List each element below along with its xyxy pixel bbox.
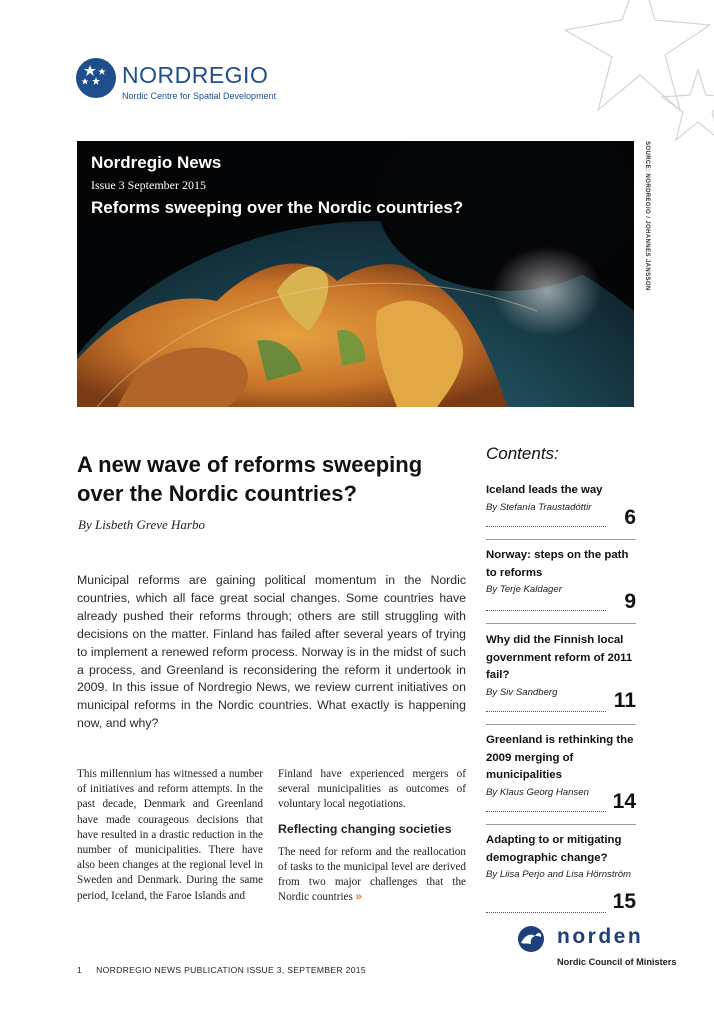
- article-column-2: [278, 767, 466, 906]
- toc-item[interactable]: Norway: steps on the path to reforms By Terje Kaldager 9: [486, 549, 636, 613]
- section-subheading: Reflecting changing societies: [278, 821, 452, 836]
- footer-text: NORDREGIO NEWS PUBLICATION ISSUE 3, SEPTEMBER 2015: [96, 965, 366, 975]
- column-2-paragraph-1: Finland have experienced mergers of several municipalities as outcomes of voluntary local negotiations.: [278, 768, 466, 811]
- article-headline: A new wave of reforms sweeping over the Nordic countries?: [77, 452, 423, 506]
- toc-divider: [486, 623, 636, 624]
- norden-logo-word: norden: [557, 925, 644, 948]
- article-lead: Municipal reforms are gaining political momentum in the Nordic countries, which all face great social changes. Some countries have already pushed their reforms through; others are still struggling with decisions on the matter. Finland has failed after several years of trying to implement a renewed reform process. Norway is in the midst of such a process, and Greenland is reconsidering the reform it undertook in 2009. In this issue of Nordregio News, we review current initiatives on municipal reforms in the Nordic countries. What exactly is happening now, and why?: [77, 573, 466, 731]
- toc-item[interactable]: Adapting to or mitigating demographic change? By Liisa Perjo and Lisa Hörnström 15: [486, 834, 636, 913]
- toc-page-number: 6: [624, 506, 636, 529]
- norden-swan-icon: [515, 925, 547, 953]
- norden-logo-subtitle: Nordic Council of Ministers: [557, 957, 677, 967]
- toc-divider: [486, 724, 636, 725]
- issue-label: Issue 3 September 2015: [91, 178, 206, 192]
- page-footer: [77, 965, 366, 975]
- nordregio-logo-tagline: Nordic Centre for Spatial Development: [122, 91, 277, 101]
- toc-page-number: 11: [613, 689, 636, 712]
- toc-page-number: 14: [612, 790, 636, 813]
- toc-page-number: 15: [612, 890, 636, 913]
- toc-divider: [486, 824, 636, 825]
- decorative-stars-graphic: [520, 0, 714, 160]
- column-2-paragraph-2: The need for reform and the reallocation of tasks to the municipal level are derived from two major challenges that the Nordic countries »: [278, 845, 466, 904]
- toc-page-number: 9: [624, 590, 636, 613]
- issue-theme-title: Reforms sweeping over the Nordic countries?: [91, 198, 464, 217]
- toc-divider: [486, 539, 636, 540]
- contents-heading: Contents:: [486, 444, 559, 463]
- newsletter-series-title: Nordregio News: [91, 153, 222, 172]
- page-number: 1: [77, 965, 83, 975]
- toc-item[interactable]: Why did the Finnish local government reform of 2011 fail? By Siv Sandberg 11: [486, 634, 636, 712]
- toc-item[interactable]: Iceland leads the way By Stefanía Traustadóttir 6: [486, 484, 636, 529]
- continue-arrow-icon[interactable]: »: [355, 891, 362, 904]
- toc-item[interactable]: Greenland is rethinking the 2009 merging of municipalities By Klaus Georg Hansen 14: [486, 734, 636, 813]
- photo-credit: SOURCE: NORDREGIO / JOHANNES JANSSON: [644, 141, 650, 291]
- nordregio-logo-icon: [76, 58, 116, 98]
- article-byline: By Lisbeth Greve Harbo: [78, 517, 205, 532]
- article-column-1: This millennium has witnessed a number of initiatives and reform attempts. In the past decade, Denmark and Greenland have made courageous decisions that have resulted in a drastic reduction in the number of municipalities. There have also been changes at the regional level in Sweden and Denmark. During the same period, Iceland, the Faroe Islands and: [77, 768, 263, 902]
- nordregio-logo-name: NORDREGIO: [122, 62, 269, 88]
- hero-banner: [77, 141, 634, 407]
